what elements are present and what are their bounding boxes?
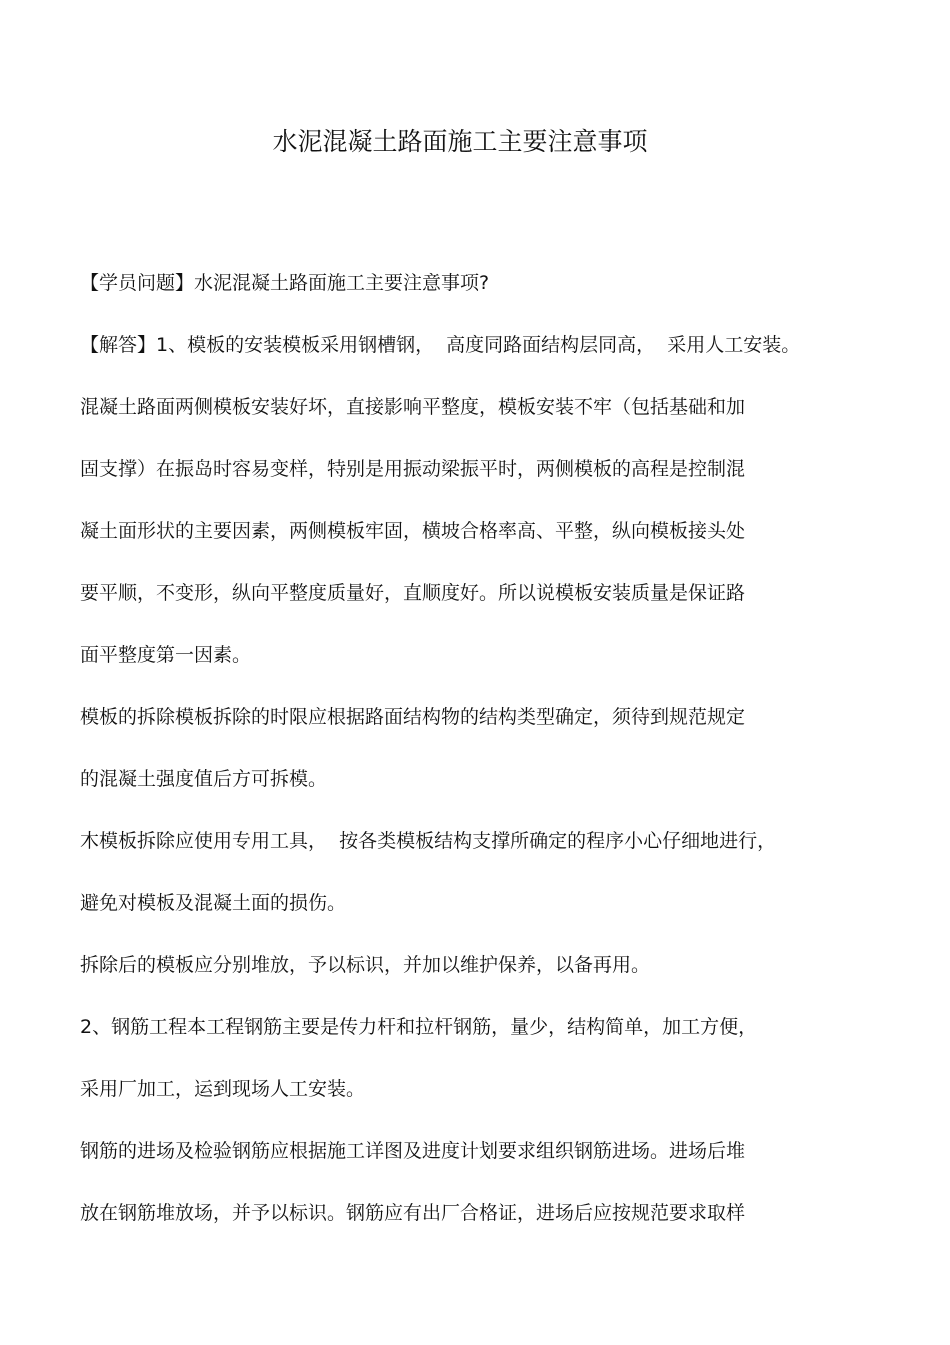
paragraph-line: 木模板拆除应使用专用工具， 按各类模板结构支撑所确定的程序小心仔细地进行， [80, 830, 777, 852]
paragraph-line: 模板的拆除模板拆除的时限应根据路面结构物的结构类型确定，须待到规范规定 [80, 706, 746, 728]
question-line: 【学员问题】水泥混凝土路面施工主要注意事项? [80, 272, 490, 294]
document-title: 水泥混凝土路面施工主要注意事项 [272, 127, 648, 156]
paragraph-line: 混凝土路面两侧模板安装好坏，直接影响平整度，模板安装不牢（包括基础和加 [80, 396, 746, 418]
paragraph-line: 凝土面形状的主要因素，两侧模板牢固，横坡合格率高、平整，纵向模板接头处 [80, 520, 746, 542]
paragraph-line: 的混凝土强度值后方可拆模。 [80, 768, 328, 790]
paragraph-line: 2、钢筋工程本工程钢筋主要是传力杆和拉杆钢筋，量少，结构简单，加工方便， [80, 1016, 758, 1038]
paragraph-line: 采用厂加工，运到现场人工安装。 [80, 1078, 366, 1100]
paragraph-line: 固支撑）在振岛时容易变样，特别是用振动梁振平时，两侧模板的高程是控制混 [80, 458, 746, 480]
paragraph-line: 面平整度第一因素。 [80, 644, 252, 666]
paragraph-line: 要平顺，不变形，纵向平整度质量好，直顺度好。所以说模板安装质量是保证路 [80, 582, 746, 604]
paragraph-line: 钢筋的进场及检验钢筋应根据施工详图及进度计划要求组织钢筋进场。进场后堆 [80, 1140, 746, 1162]
paragraph-line: 放在钢筋堆放场，并予以标识。钢筋应有出厂合格证，进场后应按规范要求取样 [80, 1202, 746, 1224]
answer-line: 【解答】1、模板的安装模板采用钢槽钢， 高度同路面结构层同高， 采用人工安装。 [80, 334, 801, 356]
paragraph-line: 避免对模板及混凝土面的损伤。 [80, 892, 347, 914]
paragraph-line: 拆除后的模板应分别堆放，予以标识，并加以维护保养，以备再用。 [80, 954, 651, 976]
